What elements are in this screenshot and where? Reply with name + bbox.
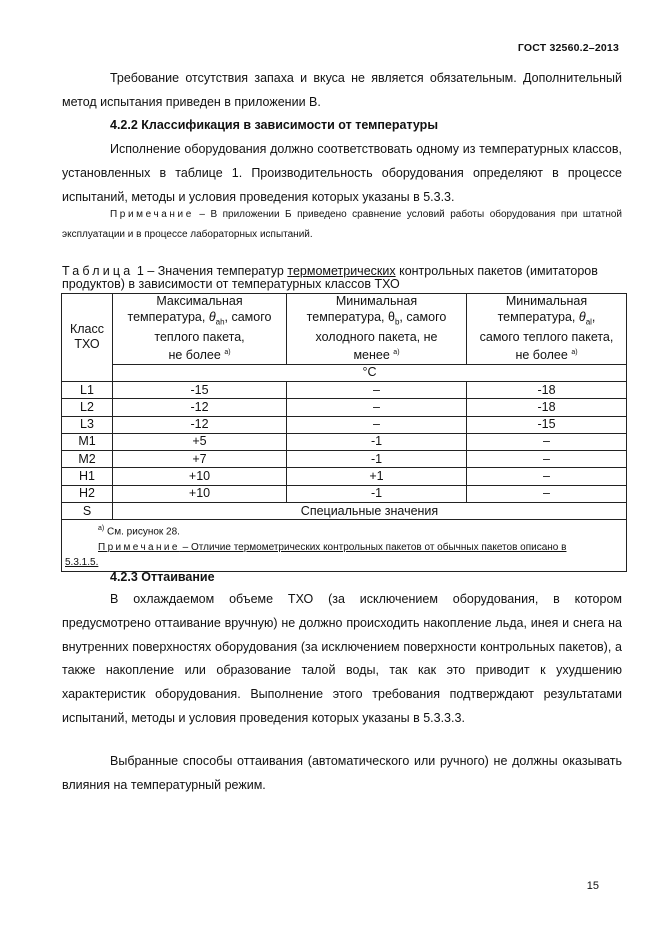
page-number: 15 (586, 880, 599, 892)
class-cell: S (62, 503, 113, 520)
section-4-2-3-title: 4.2.3 Оттаивание (110, 570, 215, 584)
min-cell: – (287, 381, 467, 398)
table-row (62, 399, 627, 416)
col-min-header: Минимальная температура, $\theta_b$, самого холодного пакета, не менее $^{а)}$ (287, 294, 467, 365)
class-cell: M2 (62, 451, 113, 468)
class-cell: L2 (62, 399, 113, 416)
table-row (62, 433, 627, 450)
min2-cell: -18 (467, 399, 627, 416)
class-cell: L3 (62, 416, 113, 433)
table-row (62, 468, 627, 485)
max-cell: +5 (113, 433, 287, 450)
min2-cell: -15 (467, 416, 627, 433)
min2-cell: – (467, 485, 627, 502)
min2-cell: -18 (467, 381, 627, 398)
table-row (62, 381, 627, 398)
paragraph-odor-requirement: Требование отсутствия запаха и вкуса не является обязательным. Дополнительный метод испытания приведен в приложении В. (62, 71, 622, 109)
max-cell: +7 (113, 451, 287, 468)
min-cell: – (287, 399, 467, 416)
table-row (62, 451, 627, 468)
footnote-a: $^{а)}$ См. рисунок 28. (98, 525, 180, 538)
table-caption-underlined: термометрических (287, 264, 396, 278)
note-appendix-b (62, 205, 622, 245)
table-caption-label: Таблица (62, 264, 134, 278)
class-cell: H2 (62, 485, 113, 502)
col-min2-header: Минимальная температура, $\theta_{al}$, самого теплого пакета, не более $^{а)}$ (467, 294, 627, 365)
col-max-header: Максимальная температура, $\theta_{ah}$, самого теплого пакета, не более $^{а)}$ (113, 294, 287, 365)
paragraph-defrosting: В охлаждаемом объеме ТХО (за исключением оборудования, в котором предусмотрено оттаивание вручную) не должно происходить накопление льда, инея и снега на внутренних поверхностях оборудования (за исключением поверхности контрольных пакетов), а также накопление или образование талой воды, так как это приводит к ухудшению характеристик оборудования. Выполнение этого требования подтверждают результатами испытаний, методы и условия проведения которых указаны в 5.3.3.3. (62, 592, 622, 725)
table-footnote-cell (62, 520, 627, 571)
table-row (62, 485, 627, 502)
max-cell: +10 (113, 485, 287, 502)
note-text: – В приложении Б приведено сравнение условий работы оборудования при штатной эксплуатации и в процессе лабораторных испытаний. (62, 209, 622, 240)
max-cell: +10 (113, 468, 287, 485)
special-values-cell: Специальные значения (113, 503, 627, 520)
temperature-classes-table (61, 293, 627, 572)
paragraph-temperature-classes: Исполнение оборудования должно соответствовать одному из температурных классов, установленных в таблице 1. Производительность оборудования определяют в процессе испытаний, методы и условия проведения которых указаны в 5.3.3. (62, 142, 622, 204)
table-note-ref: 5.3.1.5. (65, 556, 99, 568)
class-cell: L1 (62, 381, 113, 398)
min-cell: -1 (287, 451, 467, 468)
table-row (62, 416, 627, 433)
section-4-2-2-title: 4.2.2 Классификация в зависимости от температуры (110, 118, 438, 132)
min-cell: -1 (287, 433, 467, 450)
max-cell: -12 (113, 399, 287, 416)
table-footnote-row (62, 520, 627, 571)
table-header-row (62, 294, 627, 365)
table-caption-number: 1 – Значения температур (133, 264, 288, 278)
min-cell: +1 (287, 468, 467, 485)
document-header: ГОСТ 32560.2–2013 (517, 42, 619, 54)
unit-cell: °С (113, 364, 627, 381)
min2-cell: – (467, 451, 627, 468)
table-row-special (62, 503, 627, 520)
class-cell: H1 (62, 468, 113, 485)
min2-cell: – (467, 468, 627, 485)
note-label: Примечание (110, 209, 194, 220)
min2-cell: – (467, 433, 627, 450)
max-cell: -12 (113, 416, 287, 433)
class-cell: M1 (62, 433, 113, 450)
table-caption (62, 265, 625, 290)
table-unit-row (62, 364, 627, 381)
table-caption-rest: контрольных пакетов (имитаторов продуктов) в зависимости от температурных классов ТХО (62, 264, 598, 291)
max-cell: -15 (113, 381, 287, 398)
paragraph-defrost-methods: Выбранные способы оттаивания (автоматического или ручного) не должны оказывать влияния на температурный режим. (62, 754, 622, 792)
col-class-header: Класс ТХО (62, 294, 113, 382)
table-note: Примечание – Отличие термометрических контрольных пакетов от обычных пакетов описано в (98, 541, 567, 553)
min-cell: -1 (287, 485, 467, 502)
min-cell: – (287, 416, 467, 433)
